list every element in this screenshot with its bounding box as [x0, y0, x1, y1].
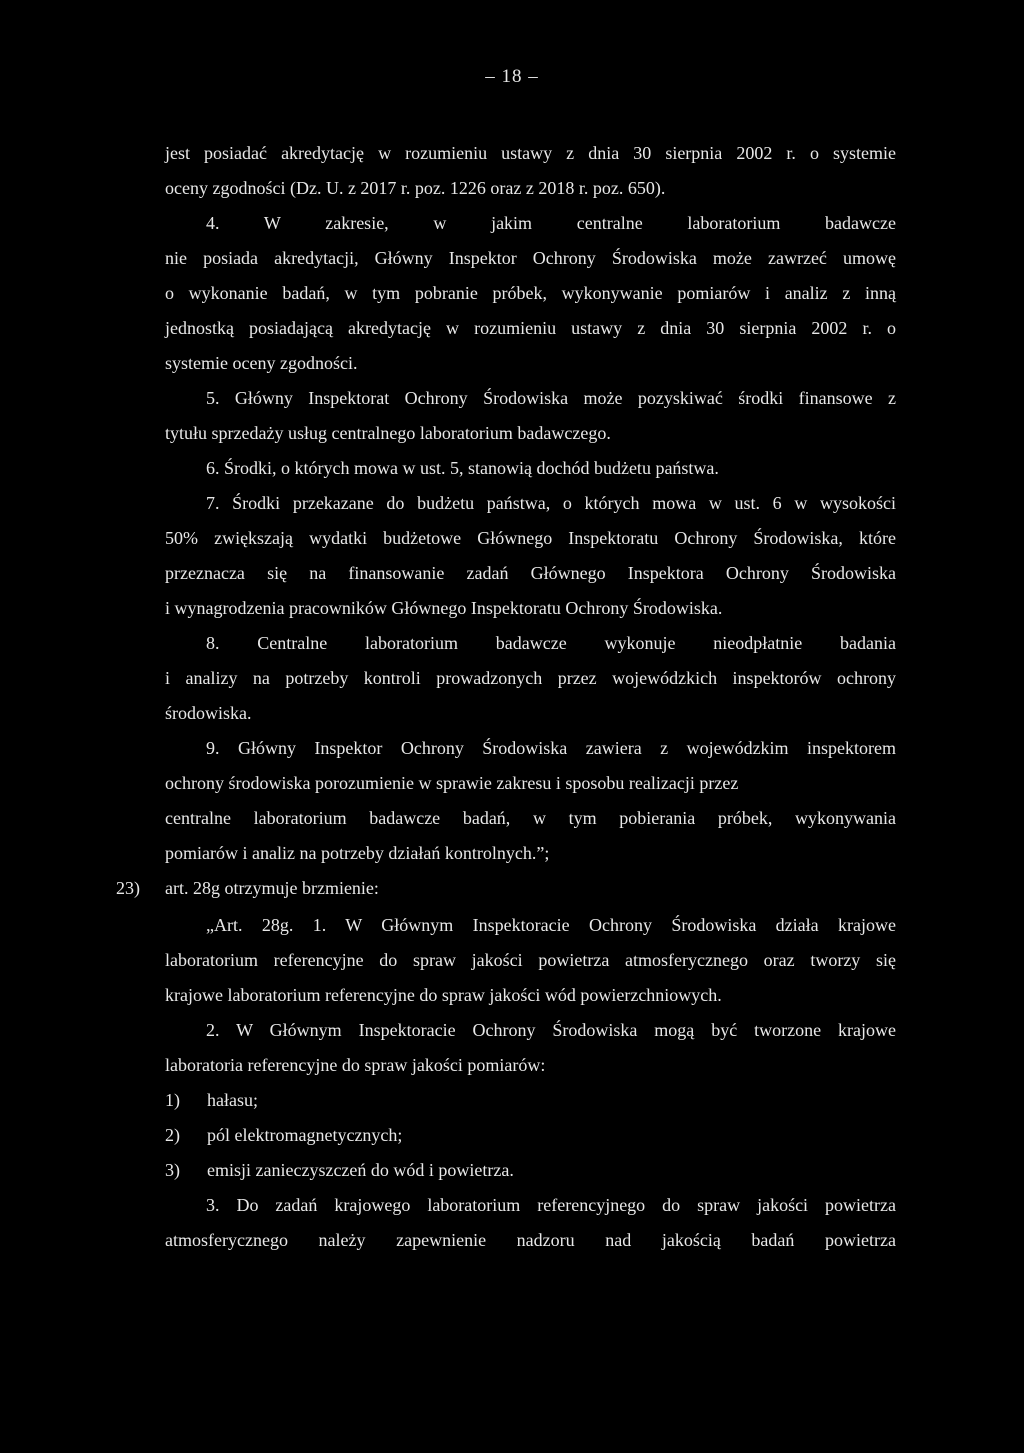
text-line: 4. W zakresie, w jakim centralne laboratorium badawcze [206, 213, 896, 233]
text-line: przeznacza się na finansowanie zadań Głównego Inspektora Ochrony Środowiska [165, 563, 896, 583]
list-item-number: 1) [165, 1090, 180, 1110]
point-marker: 23) [116, 878, 140, 898]
text-line: środowiska. [165, 703, 252, 723]
text-line: nie posiada akredytacji, Główny Inspektor Ochrony Środowiska może zawrzeć umowę [165, 248, 896, 268]
text-line: laboratorium referencyjne do spraw jakości powietrza atmosferycznego oraz tworzy się [165, 950, 896, 970]
text-line: 5. Główny Inspektorat Ochrony Środowiska może pozyskiwać środki finansowe z [206, 388, 896, 408]
list-item-text: emisji zanieczyszczeń do wód i powietrza. [207, 1160, 514, 1180]
text-line: 8. Centralne laboratorium badawcze wykonuje nieodpłatnie badania [206, 633, 896, 653]
text-line: 9. Główny Inspektor Ochrony Środowiska zawiera z wojewódzkim inspektorem [206, 738, 896, 758]
text-line: 6. Środki, o których mowa w ust. 5, stanowią dochód budżetu państwa. [206, 458, 719, 478]
text-line: pomiarów i analiz na potrzeby działań kontrolnych.”; [165, 843, 550, 863]
text-line: 3. Do zadań krajowego laboratorium referencyjnego do spraw jakości powietrza [206, 1195, 896, 1215]
text-line: oceny zgodności (Dz. U. z 2017 r. poz. 1226 oraz z 2018 r. poz. 650). [165, 178, 666, 198]
text-line: i wynagrodzenia pracowników Głównego Inspektoratu Ochrony Środowiska. [165, 598, 723, 618]
list-item-text: hałasu; [207, 1090, 258, 1110]
text-line: krajowe laboratorium referencyjne do spraw jakości wód powierzchniowych. [165, 985, 722, 1005]
page-number: – 18 – [485, 66, 539, 87]
text-line: centralne laboratorium badawcze badań, w tym pobierania próbek, wykonywania [165, 808, 896, 828]
text-line: tytułu sprzedaży usług centralnego laboratorium badawczego. [165, 423, 611, 443]
list-item-text: pól elektromagnetycznych; [207, 1125, 403, 1145]
text-line: atmosferycznego należy zapewnienie nadzoru nad jakością badań powietrza [165, 1230, 896, 1250]
text-line: jest posiadać akredytację w rozumieniu ustawy z dnia 30 sierpnia 2002 r. o systemie [165, 143, 896, 163]
text-line: art. 28g otrzymuje brzmienie: [165, 878, 379, 898]
list-item-number: 3) [165, 1160, 180, 1180]
text-line: 2. W Głównym Inspektoracie Ochrony Środowiska mogą być tworzone krajowe [206, 1020, 896, 1040]
text-line: o wykonanie badań, w tym pobranie próbek, wykonywanie pomiarów i analiz z inną [165, 283, 896, 303]
text-line: ochrony środowiska porozumienie w sprawie zakresu i sposobu realizacji przez [165, 773, 739, 793]
text-line: systemie oceny zgodności. [165, 353, 358, 373]
text-line: laboratoria referencyjne do spraw jakości pomiarów: [165, 1055, 546, 1075]
list-item-number: 2) [165, 1125, 180, 1145]
text-line: 7. Środki przekazane do budżetu państwa, o których mowa w ust. 6 w wysokości [206, 493, 896, 513]
text-line: i analizy na potrzeby kontroli prowadzonych przez wojewódzkich inspektorów ochrony [165, 668, 896, 688]
text-line: 50% zwiększają wydatki budżetowe Głównego Inspektoratu Ochrony Środowiska, które [165, 528, 896, 548]
text-line: „Art. 28g. 1. W Głównym Inspektoracie Ochrony Środowiska działa krajowe [206, 915, 896, 935]
text-line: jednostką posiadającą akredytację w rozumieniu ustawy z dnia 30 sierpnia 2002 r. o [165, 318, 896, 338]
